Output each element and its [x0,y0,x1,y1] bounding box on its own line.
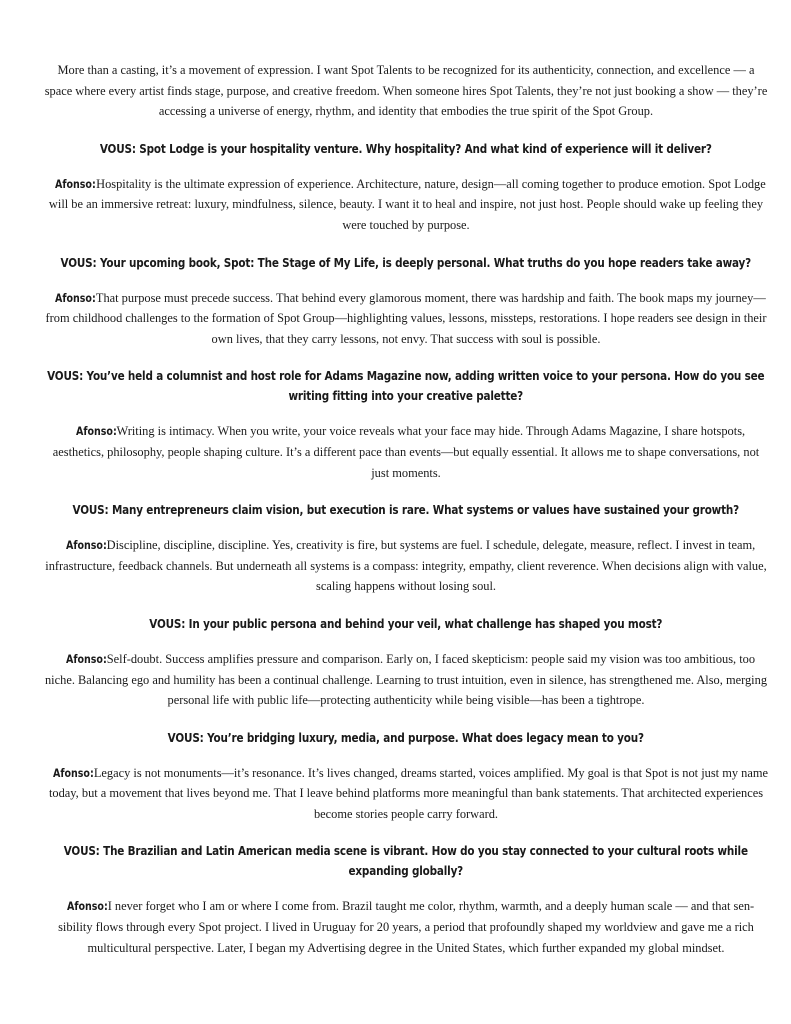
answer-paragraph [44,421,768,483]
question-text: VOUS: Many entrepreneurs claim vision, but execution is rare. What systems or values have sustained your growth? [72,502,740,518]
question-text: VOUS: You’re bridging luxury, media, and purpose. What does legacy mean to you? [167,729,645,745]
answer-paragraph [44,60,768,122]
question-text: VOUS: Spot Lodge is your hospitality venture. Why hospitality? And what kind of experience will it deliver? [100,140,712,156]
interview-article [44,60,768,958]
question-text: VOUS: Your upcoming book, Spot: The Stage of My Life, is deeply personal. What truths do you hope readers take away? [60,254,752,270]
answer-text: That purpose must precede success. That behind every glamorous moment, there was hardship and faith. The book maps my journey—from childhood challenges to the formation of Spot Group—highlighting values, lessons, missteps, restorations. I hope readers see design in their own lives, that they carry lessons, not envy. That success with soul is possible. [45,290,767,346]
question-heading [44,614,768,634]
answer-text: Self-doubt. Success amplifies pressure and comparison. Early on, I faced skepticism: people said my vision was too ambitious, too niche. Balancing ego and humility has been a continual challenge. Learning to trust intuition, even in silence, has strengthened me. Also, merging personal life with public life—protecting authenticity while being visible—has been a tightrope. [44,651,768,708]
question-text: VOUS: You’ve held a columnist and host role for Adams Magazine now, adding written voice to your persona. How do you see writing fitting into your creative palette? [47,368,765,404]
question-heading [44,500,768,520]
speaker-label: Afonso: [55,176,97,191]
question-heading [44,366,768,406]
speaker-label: Afonso: [65,651,107,666]
question-text: VOUS: The Brazilian and Latin American media scene is vibrant. How do you stay connected to your cultural roots while expanding globally? [63,843,749,879]
speaker-label: Afonso: [66,899,108,914]
answer-paragraph [44,288,768,350]
answer-paragraph [44,535,768,597]
answer-text: More than a casting, it’s a movement of expression. I want Spot Talents to be recognized for its authenticity, connection, and excellence — a space where every artist finds stage, purpose, and creative freedom. When someone hires Spot Talents, they’re not just booking a show — they’re accessing a universe of energy, rhythm, and identity that embodies the true spirit of the Spot Group. [44,63,768,119]
question-heading [44,253,768,273]
answer-paragraph [44,763,768,825]
answer-paragraph [44,174,768,236]
answer-paragraph [44,896,768,958]
question-text: VOUS: In your public persona and behind your veil, what challenge has shaped you most? [149,615,663,631]
answer-text: Legacy is not monuments—it’s resonance. It’s lives changed, dreams started, voices amplified. My goal is that Spot is not just my name today, but a movement that lives beyond me. That I leave behind platforms more meaningful than bank statements. That architected experiences become stories people carry forward. [48,765,768,821]
speaker-label: Afonso: [65,538,107,553]
question-heading [44,841,768,881]
speaker-label: Afonso: [55,290,96,305]
answer-paragraph [44,649,768,711]
question-heading [44,728,768,748]
question-heading [44,139,768,159]
answer-text: Writing is intimacy. When you write, your voice reveals what your face may hide. Through Adams Magazine, I share hotspots, aesthetics, philosophy, people shaping culture. It’s a different pace than events—but equally essential. It allows me to shape conversations, not just moments. [52,424,760,480]
answer-text: I never forget who I am or where I come from. Brazil taught me color, rhythm, warmth, and a deeply human scale — and that sen-sibility flows through every Spot project. I lived in Uruguay for 20 years, a period that profoundly shaped my worldview and gave me a rich multicultural perspective. Later, I began my Advertising degree in the United States, which further expanded my global mindset. [58,899,755,955]
answer-text: Hospitality is the ultimate expression of experience. Architecture, nature, design—all coming together to produce emotion. Spot Lodge will be an immersive retreat: luxury, mindfulness, silence, beauty. I want it to heal and inspire, not just host. People should wake up feeling they were touched by purpose. [48,176,766,232]
answer-text: Discipline, discipline, discipline. Yes, creativity is fire, but systems are fuel. I schedule, delegate, measure, reflect. I invest in team, infrastructure, feedback channels. But underneath all systems is a compass: integrity, empathy, client reverence. When decisions align with value, scaling happens without losing soul. [45,538,767,594]
speaker-label: Afonso: [52,765,94,780]
speaker-label: Afonso: [75,424,117,439]
